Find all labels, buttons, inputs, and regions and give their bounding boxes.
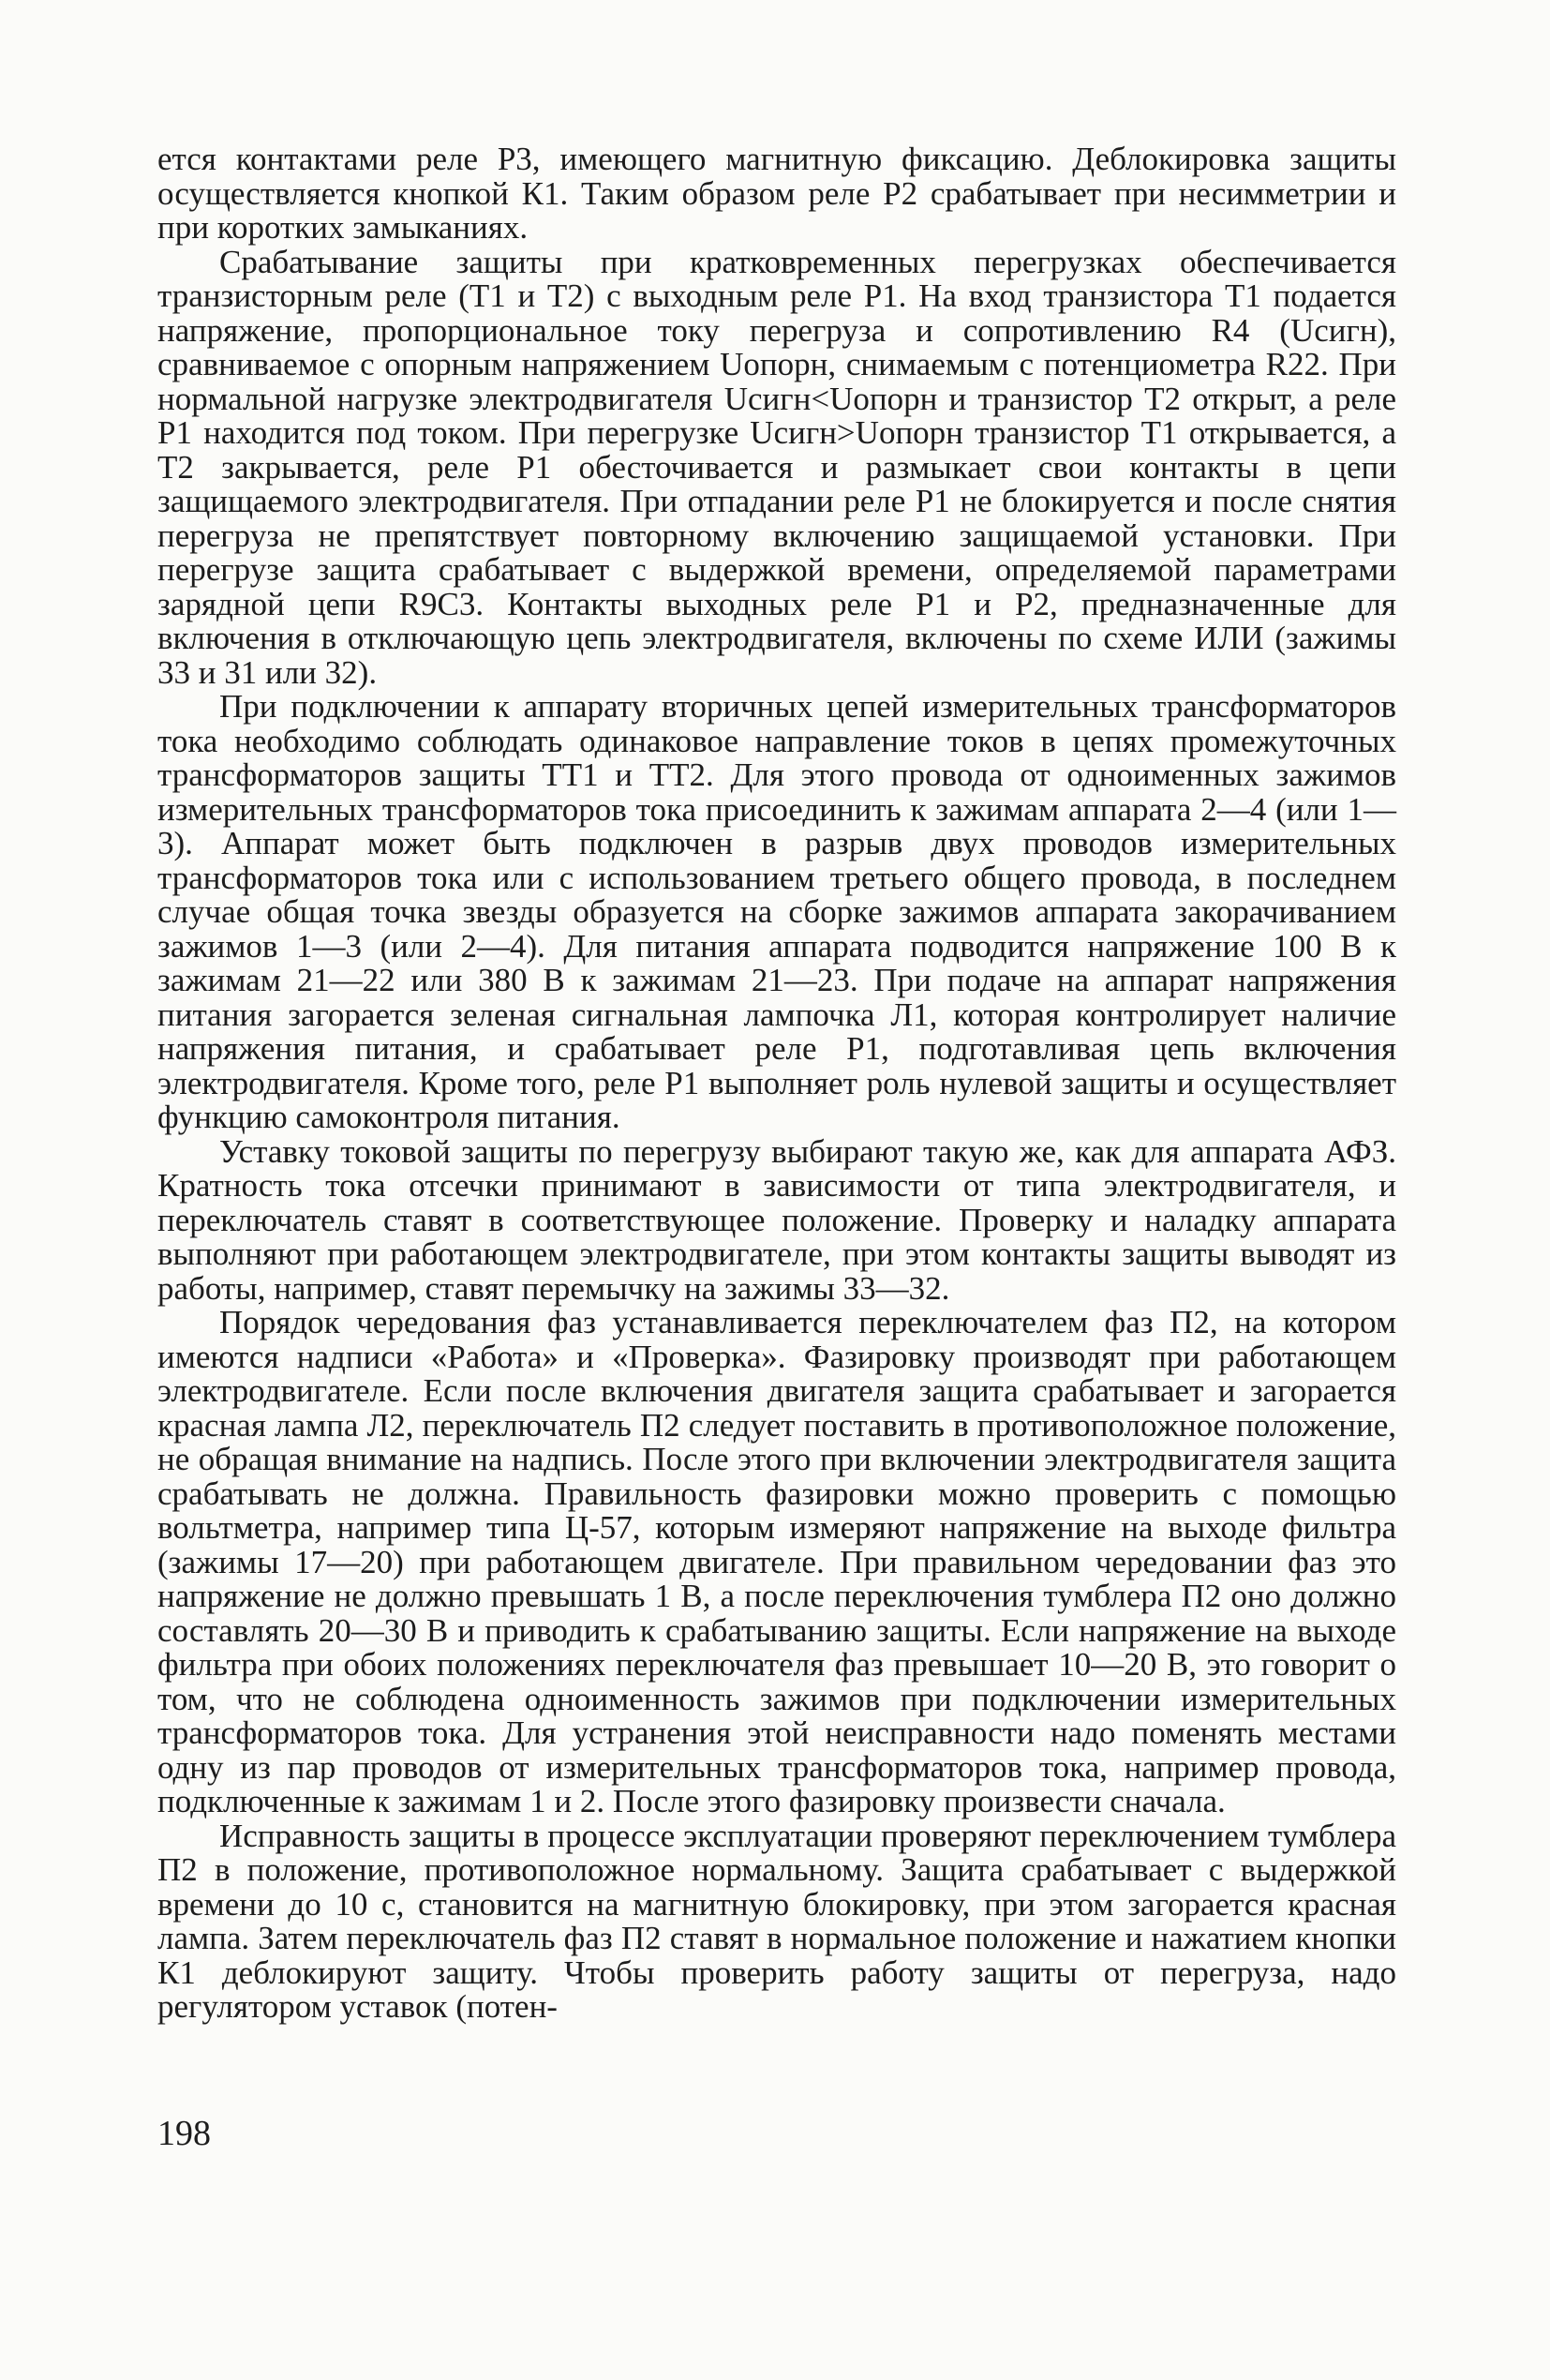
page-body [157,142,1396,2025]
paragraph-6: Исправность защиты в процессе эксплуатации проверяют переключением тумблера П2 в положение, противоположное нормальному. Защита срабатывает с выдержкой времени до 10 с, становится на магнитную блокировку, при этом загорается красная лампа. Затем переключатель фаз П2 ставят в нормальное положение и нажатием кнопки К1 деблокируют защиту. Чтобы проверить работу защиты от перегруза, надо регулятором уставок (потен- [157,1817,1396,2025]
paragraph-3: При подключении к аппарату вторичных цепей измерительных трансформаторов тока необходимо соблюдать одинаковое направление токов в цепях промежуточных трансформаторов защиты ТТ1 и ТТ2. Для этого провода от одноименных зажимов измерительных трансформаторов тока присоединить к зажимам аппарата 2—4 (или 1—3). Аппарат может быть подключен в разрыв двух проводов измерительных трансформаторов тока или с использованием третьего общего провода, в последнем случае общая точка звезды образуется на сборке зажимов аппарата закорачиванием зажимов 1—3 (или 2—4). Для питания аппарата подводится напряжение 100 В к зажимам 21—22 или 380 В к зажимам 21—23. При подаче на аппарат напряжения питания загорается зеленая сигнальная лампочка Л1, которая контролирует наличие напряжения питания, и срабатывает реле Р1, подготавливая цепь включения электродвигателя. Кроме того, реле Р1 выполняет роль нулевой защиты и осуществляет функцию самоконтроля питания. [157,688,1396,1135]
paragraph-5: Порядок чередования фаз устанавливается переключателем фаз П2, на котором имеются надписи «Работа» и «Проверка». Фазировку производят при работающем электродвигателе. Если после включения двигателя защита срабатывает и загорается красная лампа Л2, переключатель П2 следует поставить в противоположное положение, не обращая внимание на надпись. После этого при включении электродвигателя защита срабатывать не должна. Правильность фазировки можно проверить с помощью вольтметра, например типа Ц-57, которым измеряют напряжение на выходе фильтра (зажимы 17—20) при работающем двигателе. При правильном чередовании фаз это напряжение не должно превышать 1 В, а после переключения тумблера П2 оно должно составлять 20—30 В и приводить к срабатыванию защиты. Если напряжение на выходе фильтра при обоих положениях переключателя фаз превышает 10—20 В, это говорит о том, что не соблюдена одноименность зажимов при подключении измерительных трансформаторов тока. Для устранения этой неисправности надо поменять местами одну из пар проводов от измерительных трансформаторов тока, например провода, подключенные к зажимам 1 и 2. После этого фазировку произвести сначала. [157,1304,1396,1819]
paragraph-2: Срабатывание защиты при кратковременных перегрузках обеспечивается транзисторным реле (Т1 и Т2) с выходным реле Р1. На вход транзистора Т1 подается напряжение, пропорциональное току перегруза и сопротивлению R4 (Uсигн), сравниваемое с опорным напряжением Uопорн, снимаемым с потенциометра R22. При нормальной нагрузке электродвигателя Uсигн<Uопорн и транзистор Т2 открыт, а реле Р1 находится под током. При перегрузке Uсигн>Uопорн транзистор Т1 открывается, а Т2 закрывается, реле Р1 обесточивается и размыкает свои контакты в цепи защищаемого электродвигателя. При отпадании реле Р1 не блокируется и после снятия перегруза не препятствует повторному включению защищаемой установки. При перегрузе защита срабатывает с выдержкой времени, определяемой параметрами зарядной цепи R9C3. Контакты выходных реле Р1 и Р2, предназначенные для включения в отключающую цепь электродвигателя, включены по схеме ИЛИ (зажимы 33 и 31 или 32). [157,243,1396,691]
paragraph-4: Уставку токовой защиты по перегрузу выбирают такую же, как для аппарата АФЗ. Кратность тока отсечки принимают в зависимости от типа электродвигателя, и переключатель ставят в соответствующее положение. Проверку и наладку аппарата выполняют при работающем электродвигателе, при этом контакты защиты выводят из работы, например, ставят перемычку на зажимы 33—32. [157,1132,1396,1307]
paragraph-1: ется контактами реле Р3, имеющего магнитную фиксацию. Деблокировка защиты осуществляется кнопкой К1. Таким образом реле Р2 срабатывает при несимметрии и при коротких замыканиях. [157,141,1396,246]
page-number: 198 [157,2114,211,2153]
